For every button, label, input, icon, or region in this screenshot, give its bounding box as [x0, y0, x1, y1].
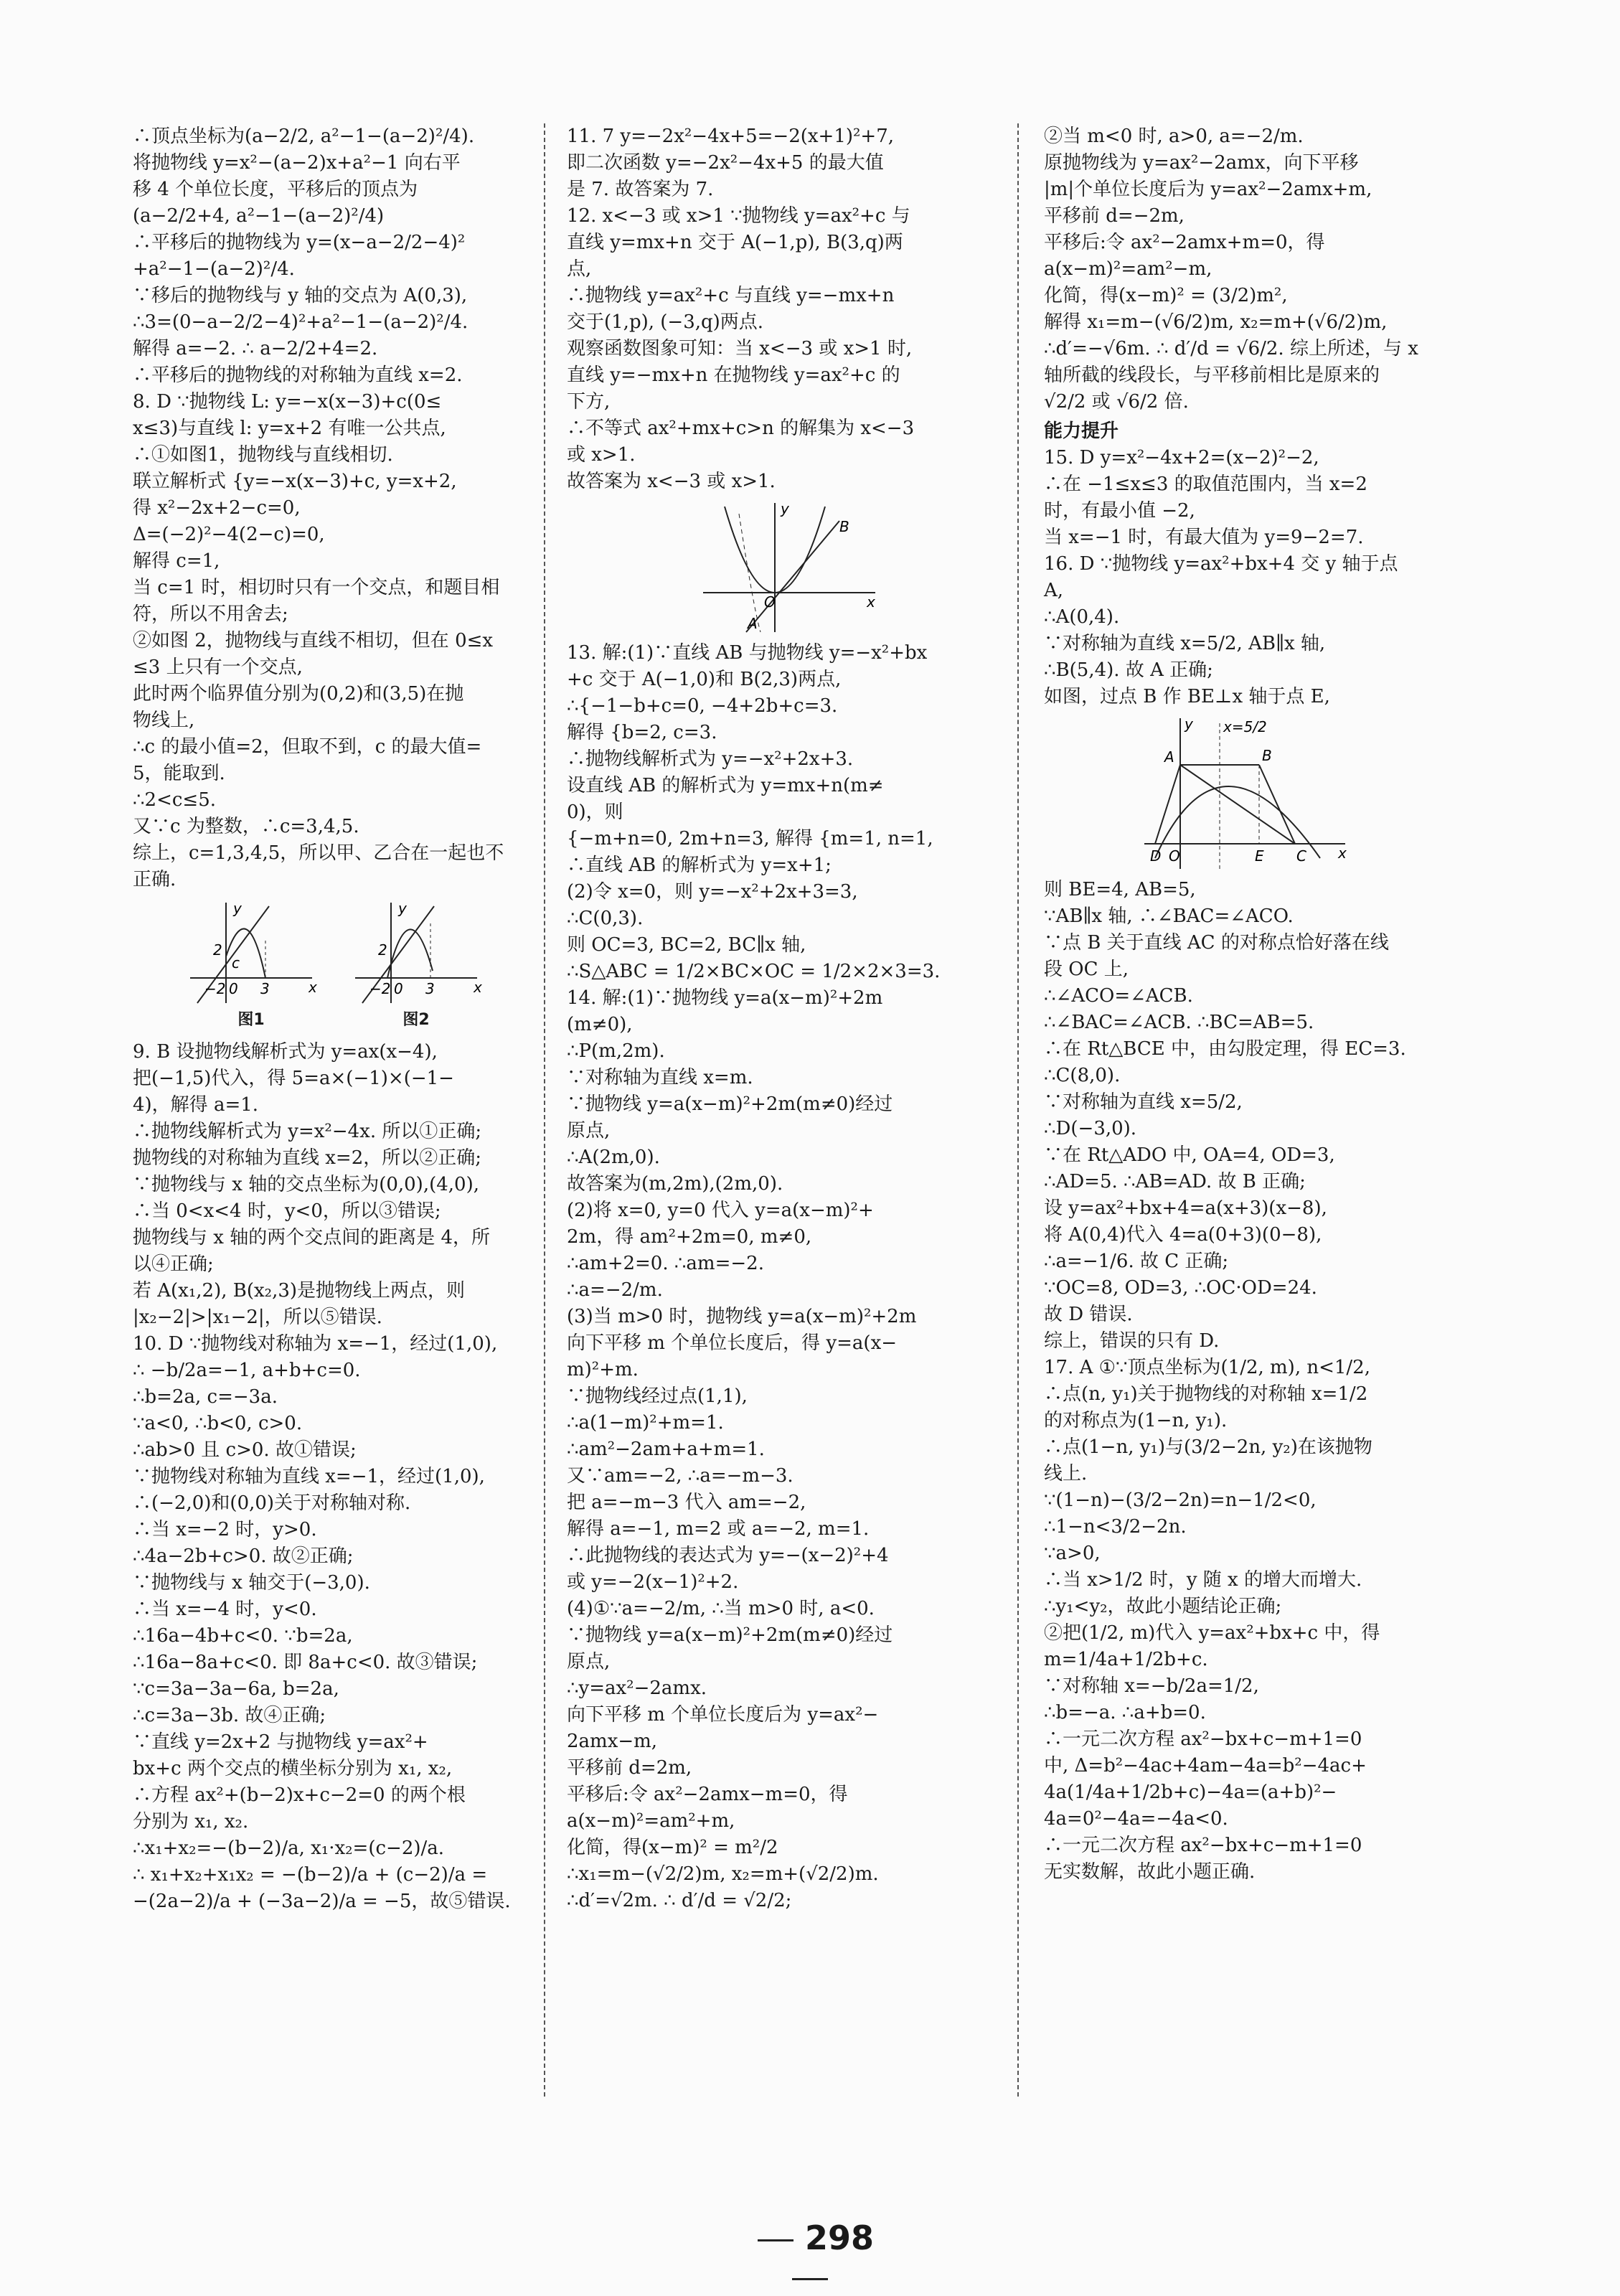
answer-line: 0)，则: [567, 801, 623, 823]
answer-line: 解得 c=1,: [133, 550, 220, 572]
answer-line: 移 4 个单位长度，平移后的顶点为: [133, 179, 418, 200]
answer-line: x≤3)与直线 l: y=x+2 有唯一公共点,: [133, 418, 446, 439]
answer-line: +a²−1−(a−2)²/4.: [133, 258, 295, 280]
answer-line: ∴当 x>1/2 时，y 随 x 的增大而增大.: [1044, 1569, 1362, 1591]
answer-line: ∴①如图1，抛物线与直线相切.: [133, 444, 393, 466]
answer-line: ∴抛物线解析式为 y=−x²+2x+3.: [567, 748, 854, 770]
answer-line: ∵抛物线 y=a(x−m)²+2m(m≠0)经过: [567, 1624, 893, 1646]
answer-line: −(2a−2)/a + (−3a−2)/a = −5，故⑤错误.: [133, 1891, 511, 1912]
answer-line: ∴在 Rt△BCE 中，由勾股定理，得 EC=3.: [1044, 1038, 1406, 1060]
answer-line: ∵对称轴 x=−b/2a=1/2,: [1044, 1675, 1259, 1697]
answer-line: 原点,: [567, 1120, 611, 1142]
answer-line: 平移前 d=−2m,: [1044, 205, 1185, 227]
q12-point-a-label: A: [748, 615, 758, 632]
answer-line: ∵在 Rt△ADO 中, OA=4, OD=3,: [1044, 1144, 1335, 1166]
answer-column-right: [1044, 123, 1474, 1886]
answer-line: ∴一元二次方程 ax²−bx+c−m+1=0: [1044, 1835, 1362, 1856]
answer-line: 解得 a=−2. ∴ a−2/2+4=2.: [133, 338, 378, 359]
answer-line: m=1/4a+1/2b+c.: [1044, 1649, 1208, 1670]
fig1-y-label: y: [233, 900, 242, 917]
svg-text:0: 0: [229, 980, 238, 997]
q16-point-d-label: D: [1150, 847, 1162, 865]
answer-line: 原点,: [567, 1651, 611, 1672]
answer-line: 若 A(x₁,2), B(x₂,3)是抛物线上两点，则: [133, 1280, 466, 1302]
answer-line: 下方,: [567, 391, 611, 413]
answer-line: ∴B(5,4). 故 A 正确;: [1044, 659, 1213, 681]
answer-line: ∴16a−4b+c<0. ∵b=2a,: [133, 1625, 353, 1647]
svg-text:3: 3: [425, 980, 435, 997]
figure-2: [348, 899, 484, 1007]
answer-line: 又∵c 为整数，∴c=3,4,5.: [133, 816, 359, 837]
answer-line: 16. D ∵抛物线 y=ax²+bx+4 交 y 轴于点: [1044, 553, 1398, 575]
answer-line: ∴A(0,4).: [1044, 606, 1120, 628]
answer-line: 中, Δ=b²−4ac+4am−4a=b²−4ac+: [1044, 1755, 1367, 1777]
answer-line: 化简，得(x−m)² = (3/2)m²,: [1044, 285, 1288, 306]
answer-line: 15. D y=x²−4x+2=(x−2)²−2,: [1044, 447, 1319, 469]
answer-line: 当 x=−1 时，有最大值为 y=9−2=7.: [1044, 527, 1364, 548]
page-number: 298: [738, 2219, 882, 2296]
answer-line: 交于(1,p), (−3,q)两点.: [567, 311, 764, 333]
svg-text:y: y: [398, 900, 407, 917]
fig1-x-label: x: [309, 979, 317, 996]
answer-line: 即二次函数 y=−2x²−4x+5 的最大值: [567, 152, 884, 174]
figure-pair-8: [183, 899, 524, 1033]
answer-line: 化简，得(x−m)² = m²/2: [567, 1837, 778, 1858]
answer-line: (2)令 x=0，则 y=−x²+2x+3=3,: [567, 881, 858, 903]
answer-line: ∴16a−8a+c<0. 即 8a+c<0. 故③错误;: [133, 1652, 478, 1673]
answer-line: ∴3=(0−a−2/2−4)²+a²−1−(a−2)²/4.: [133, 311, 468, 333]
answer-line: m)²+m.: [567, 1359, 639, 1380]
answer-line: ∴am+2=0. ∴am=−2.: [567, 1253, 764, 1274]
answer-line: ②如图 2，抛物线与直线不相切，但在 0≤x: [133, 630, 494, 651]
answer-line: ∴ab>0 且 c>0. 故①错误;: [133, 1439, 357, 1461]
answer-line: ∵对称轴为直线 x=5/2,: [1044, 1091, 1243, 1113]
answer-line: Δ=(−2)²−4(2−c)=0,: [133, 524, 325, 545]
figure-q12: [696, 499, 882, 636]
answer-line: ∴a=−1/6. 故 C 正确;: [1044, 1251, 1229, 1272]
answer-line: ②把(1/2, m)代入 y=ax²+bx+c 中，得: [1044, 1622, 1380, 1644]
answer-line: 故 D 错误.: [1044, 1304, 1133, 1325]
answer-line: ∵(1−n)−(3/2−2n)=n−1/2<0,: [1044, 1490, 1317, 1511]
answer-line: {−m+n=0, 2m+n=3, 解得 {m=1, n=1,: [567, 828, 933, 850]
answer-line: 直线 y=mx+n 交于 A(−1,p), B(3,q)两: [567, 232, 903, 253]
answer-line: ∴AD=5. ∴AB=AD. 故 B 正确;: [1044, 1171, 1306, 1192]
answer-line: ∵抛物线对称轴为直线 x=−1，经过(1,0),: [133, 1466, 485, 1487]
answer-line: 设 y=ax²+bx+4=a(x+3)(x−8),: [1044, 1198, 1327, 1219]
answer-line: ∵c=3a−3a−6a, b=2a,: [133, 1678, 339, 1700]
answer-line: ②当 m<0 时, a>0, a=−2/m.: [1044, 126, 1304, 147]
answer-line: ∴b=2a, c=−3a.: [133, 1386, 278, 1408]
column-divider-left: [544, 123, 545, 2097]
answer-line: (2)将 x=0, y=0 代入 y=a(x−m)²+: [567, 1200, 874, 1221]
answer-line: ∴S△ABC = 1/2×BC×OC = 1/2×2×3=3.: [567, 961, 941, 982]
answer-line: 联立解析式 {y=−x(x−3)+c, y=x+2,: [133, 471, 457, 492]
answer-line: 平移后:令 ax²−2amx−m=0，得: [567, 1784, 848, 1805]
answer-column-left: [133, 123, 524, 1915]
answer-line: ∵抛物线经过点(1,1),: [567, 1385, 748, 1407]
answer-line: a(x−m)²=am²+m,: [567, 1810, 735, 1832]
answer-line: ≤3 上只有一个交点,: [133, 657, 303, 678]
svg-text:−2: −2: [204, 980, 226, 997]
answer-line: 则 BE=4, AB=5,: [1044, 879, 1196, 900]
answer-line: ∴C(0,3).: [567, 908, 644, 929]
answer-line: ∴ −b/2a=−1, a+b+c=0.: [133, 1360, 361, 1381]
answer-line: 把 a=−m−3 代入 am=−2,: [567, 1492, 806, 1513]
answer-line: 以④正确;: [133, 1253, 214, 1275]
q16-point-a-label: A: [1164, 748, 1174, 766]
answer-line: ∴点(n, y₁)关于抛物线的对称轴 x=1/2: [1044, 1383, 1368, 1405]
answer-line: 抛物线的对称轴为直线 x=2，所以②正确;: [133, 1147, 482, 1169]
answer-line: ∵抛物线与 x 轴的交点坐标为(0,0),(4,0),: [133, 1174, 479, 1195]
answer-line: 观察函数图象可知：当 x<−3 或 x>1 时,: [567, 338, 913, 359]
answer-line: ∴A(2m,0).: [567, 1147, 660, 1168]
answer-line: ∴1−n<3/2−2n.: [1044, 1516, 1187, 1538]
answer-line: ∴顶点坐标为(a−2/2, a²−1−(a−2)²/4).: [133, 126, 475, 147]
answer-line: 分别为 x₁, x₂.: [133, 1811, 249, 1832]
q16-point-b-label: B: [1262, 747, 1272, 764]
q12-x-label: x: [867, 593, 875, 611]
answer-line: 平移前 d=2m,: [567, 1757, 692, 1779]
answer-line: 将抛物线 y=x²−(a−2)x+a²−1 向右平: [133, 152, 461, 174]
answer-line: (a−2/2+4, a²−1−(a−2)²/4): [133, 205, 385, 227]
answer-line: (3)当 m>0 时，抛物线 y=a(x−m)²+2m: [567, 1306, 917, 1327]
answer-line: ∴方程 ax²+(b−2)x+c−2=0 的两个根: [133, 1784, 466, 1806]
figure-1-caption: 图1: [237, 1011, 265, 1029]
answer-line: ∴d′=√2m. ∴ d′/d = √2/2;: [567, 1890, 792, 1911]
answer-line: 4a(1/4a+1/2b+c)−4a=(a+b)²−: [1044, 1782, 1337, 1803]
answer-line: 综上，c=1,3,4,5，所以甲、乙合在一起也不: [133, 842, 504, 864]
answer-line: ∴{−1−b+c=0, −4+2b+c=3.: [567, 695, 838, 717]
answer-line: bx+c 两个交点的横坐标分别为 x₁, x₂,: [133, 1758, 453, 1779]
answer-line: 4)，解得 a=1.: [133, 1094, 259, 1116]
q12-origin-label: O: [764, 593, 776, 611]
answer-line: ∴x₁+x₂=−(b−2)/a, x₁·x₂=(c−2)/a.: [133, 1838, 445, 1859]
q16-axis-label: x=5/2: [1223, 718, 1267, 735]
answer-line: |x₂−2|>|x₁−2|，所以⑤错误.: [133, 1307, 382, 1328]
answer-line: 把(−1,5)代入，得 5=a×(−1)×(−1−: [133, 1068, 454, 1089]
answer-line: ∵a<0, ∴b<0, c>0.: [133, 1413, 303, 1434]
section-title: 能力提升: [1044, 420, 1119, 442]
answer-line: 当 c=1 时，相切时只有一个交点，和题目相: [133, 577, 500, 598]
answer-line: 向下平移 m 个单位长度后为 y=ax²−: [567, 1704, 879, 1726]
answer-line: 点,: [567, 258, 592, 280]
svg-text:2: 2: [378, 941, 387, 959]
answer-line: ∴c 的最小值=2，但取不到，c 的最大值=: [133, 736, 482, 758]
answer-line: ∴P(m,2m).: [567, 1040, 665, 1062]
answer-line: 11. 7 y=−2x²−4x+5=−2(x+1)²+7,: [567, 126, 895, 147]
answer-line: 直线 y=−mx+n 在抛物线 y=ax²+c 的: [567, 364, 900, 386]
answer-line: +c 交于 A(−1,0)和 B(2,3)两点,: [567, 669, 842, 690]
answer-line: 或 x>1.: [567, 444, 636, 466]
answer-line: ∵抛物线与 x 轴交于(−3,0).: [133, 1572, 370, 1594]
q16-y-label: y: [1185, 715, 1193, 733]
q12-point-b-label: B: [839, 518, 849, 535]
answer-line: A,: [1044, 580, 1064, 601]
answer-line: 5，能取到.: [133, 763, 225, 784]
answer-line: ∴平移后的抛物线的对称轴为直线 x=2.: [133, 364, 463, 386]
answer-line: 故答案为 x<−3 或 x>1.: [567, 471, 776, 492]
answer-line: ∴am²−2am+a+m=1.: [567, 1439, 765, 1460]
answer-line: 14. 解:(1)∵抛物线 y=a(x−m)²+2m: [567, 987, 883, 1009]
answer-line: ∵对称轴为直线 x=5/2, AB∥x 轴,: [1044, 633, 1326, 654]
q16-point-e-label: E: [1255, 847, 1264, 865]
answer-line: ∵对称轴为直线 x=m.: [567, 1067, 753, 1088]
answer-line: |m|个单位长度后为 y=ax²−2amx+m,: [1044, 179, 1372, 200]
answer-line: ∴b=−a. ∴a+b=0.: [1044, 1702, 1206, 1723]
answer-line: ∴y=ax²−2amx.: [567, 1678, 707, 1699]
answer-line: (4)①∵a=−2/m, ∴当 m>0 时, a<0.: [567, 1598, 875, 1619]
answer-line: ∴当 x=−2 时，y>0.: [133, 1519, 317, 1540]
answer-line: 17. A ①∵顶点坐标为(1/2, m), n<1/2,: [1044, 1357, 1370, 1378]
answer-line: 12. x<−3 或 x>1 ∵抛物线 y=ax²+c 与: [567, 205, 910, 227]
answer-line: 设直线 AB 的解析式为 y=mx+n(m≠: [567, 775, 884, 796]
answer-line: 时，有最小值 −2,: [1044, 500, 1195, 522]
svg-text:−2: −2: [369, 980, 391, 997]
answer-line: 故答案为(m,2m),(2m,0).: [567, 1173, 783, 1195]
answer-line: 10. D ∵抛物线对称轴为 x=−1，经过(1,0),: [133, 1333, 498, 1355]
answer-line: 线上.: [1044, 1463, 1088, 1485]
answer-line: ∴此抛物线的表达式为 y=−(x−2)²+4: [567, 1545, 889, 1566]
answer-line: ∴一元二次方程 ax²−bx+c−m+1=0: [1044, 1728, 1362, 1750]
answer-line: ∵直线 y=2x+2 与抛物线 y=ax²+: [133, 1731, 428, 1753]
answer-line: 物线上,: [133, 710, 195, 731]
answer-line: 如图，过点 B 作 BE⊥x 轴于点 E,: [1044, 686, 1330, 707]
answer-line: ∴y₁<y₂，故此小题结论正确;: [1044, 1596, 1282, 1617]
figure-1: [183, 899, 319, 1007]
answer-line: 解得 {b=2, c=3.: [567, 722, 717, 743]
answer-line: ∴∠ACO=∠ACB.: [1044, 985, 1193, 1007]
answer-line: 是 7. 故答案为 7.: [567, 179, 714, 200]
svg-text:0: 0: [394, 980, 403, 997]
answer-line: 轴所截的线段长，与平移前相比是原来的: [1044, 364, 1380, 386]
answer-line: ∴平移后的抛物线为 y=(x−a−2/2−4)²: [133, 232, 466, 253]
answer-line: ∴c=3a−3b. 故④正确;: [133, 1705, 326, 1726]
answer-line: 向下平移 m 个单位长度后，得 y=a(x−: [567, 1332, 898, 1354]
answer-line: 无实数解，故此小题正确.: [1044, 1861, 1256, 1883]
answer-line: ∴4a−2b+c>0. 故②正确;: [133, 1545, 354, 1567]
svg-text:c: c: [232, 954, 240, 971]
answer-line: 得 x²−2x+2−c=0,: [133, 497, 301, 519]
answer-line: (m≠0),: [567, 1014, 633, 1035]
answer-line: 段 OC 上,: [1044, 959, 1129, 980]
answer-line: √2/2 或 √6/2 倍.: [1044, 391, 1189, 413]
figure-q16: [1137, 715, 1352, 872]
answer-line: 9. B 设抛物线解析式为 y=ax(x−4),: [133, 1041, 438, 1063]
answer-line: 13. 解:(1)∵直线 AB 与抛物线 y=−x²+bx: [567, 642, 928, 664]
q16-point-c-label: C: [1296, 847, 1306, 865]
svg-text:3: 3: [260, 980, 270, 997]
answer-line: 的对称点为(1−n, y₁).: [1044, 1410, 1228, 1431]
answer-line: 抛物线与 x 轴的两个交点间的距离是 4，所: [133, 1227, 490, 1248]
q16-origin-label: O: [1169, 847, 1180, 865]
answer-line: ∴d′=−√6m. ∴ d′/d = √6/2. 综上所述，与 x: [1044, 338, 1418, 359]
answer-line: 4a=0²−4a=−4a<0.: [1044, 1808, 1228, 1830]
answer-line: ∴当 0<x<4 时，y<0，所以③错误;: [133, 1200, 441, 1222]
svg-text:2: 2: [213, 941, 222, 959]
answer-line: ∴x₁=m−(√2/2)m, x₂=m+(√2/2)m.: [567, 1863, 879, 1885]
answer-line: ∵抛物线 y=a(x−m)²+2m(m≠0)经过: [567, 1093, 893, 1115]
answer-line: ∴∠BAC=∠ACB. ∴BC=AB=5.: [1044, 1012, 1314, 1033]
answer-line: ∵移后的抛物线与 y 轴的交点为 A(0,3),: [133, 285, 468, 306]
answer-line: ∴当 x=−4 时，y<0.: [133, 1599, 317, 1620]
answer-line: ∵AB∥x 轴, ∴∠BAC=∠ACO.: [1044, 905, 1294, 927]
answer-line: 8. D ∵抛物线 L: y=−x(x−3)+c(0≤: [133, 391, 442, 413]
answer-line: ∴点(1−n, y₁)与(3/2−2n, y₂)在该抛物: [1044, 1436, 1372, 1458]
answer-line: 综上，错误的只有 D.: [1044, 1330, 1220, 1352]
answer-line: 原抛物线为 y=ax²−2amx，向下平移: [1044, 152, 1359, 174]
column-divider-right: [1017, 123, 1019, 2097]
answer-line: 符，所以不用舍去;: [133, 603, 288, 625]
answer-line: ∴在 −1≤x≤3 的取值范围内，当 x=2: [1044, 474, 1367, 495]
answer-line: 平移后:令 ax²−2amx+m=0，得: [1044, 232, 1325, 253]
answer-line: 将 A(0,4)代入 4=a(0+3)(0−8),: [1044, 1224, 1322, 1246]
answer-line: 则 OC=3, BC=2, BC∥x 轴,: [567, 934, 806, 956]
answer-line: 此时两个临界值分别为(0,2)和(3,5)在抛: [133, 683, 464, 705]
answer-line: ∴(−2,0)和(0,0)关于对称轴对称.: [133, 1492, 411, 1514]
answer-line: 又∵am=−2, ∴a=−m−3.: [567, 1465, 793, 1487]
answer-line: ∴a=−2/m.: [567, 1279, 663, 1301]
answer-line: ∵点 B 关于直线 AC 的对称点恰好落在线: [1044, 932, 1389, 954]
answer-line: ∴D(−3,0).: [1044, 1118, 1137, 1139]
answer-line: 2m，得 am²+2m=0, m≠0,: [567, 1226, 812, 1248]
answer-line: a(x−m)²=am²−m,: [1044, 258, 1212, 280]
answer-line: 2amx−m,: [567, 1731, 658, 1752]
answer-line: ∴抛物线解析式为 y=x²−4x. 所以①正确;: [133, 1121, 482, 1142]
answer-line: ∴C(8,0).: [1044, 1065, 1121, 1086]
answer-line: ∴a(1−m)²+m=1.: [567, 1412, 724, 1434]
answer-line: 解得 x₁=m−(√6/2)m, x₂=m+(√6/2)m,: [1044, 311, 1388, 333]
answer-line: ∴2<c≤5.: [133, 789, 217, 811]
answer-line: ∴ x₁+x₂+x₁x₂ = −(b−2)/a + (c−2)/a =: [133, 1864, 488, 1886]
answer-line: 正确.: [133, 869, 176, 890]
answer-line: ∵a>0,: [1044, 1543, 1101, 1564]
answer-column-middle: [567, 123, 994, 1914]
answer-line: ∴不等式 ax²+mx+c>n 的解集为 x<−3: [567, 418, 915, 439]
q16-x-label: x: [1338, 844, 1347, 862]
answer-line: ∵OC=8, OD=3, ∴OC·OD=24.: [1044, 1277, 1317, 1299]
svg-text:x: x: [474, 979, 482, 996]
figure-2-caption: 图2: [402, 1011, 430, 1029]
answer-line: ∴直线 AB 的解析式为 y=x+1;: [567, 855, 832, 876]
q12-y-label: y: [781, 500, 789, 517]
answer-line: 或 y=−2(x−1)²+2.: [567, 1571, 739, 1593]
answer-line: ∴抛物线 y=ax²+c 与直线 y=−mx+n: [567, 285, 895, 306]
answer-line: 解得 a=−1, m=2 或 a=−2, m=1.: [567, 1518, 870, 1540]
